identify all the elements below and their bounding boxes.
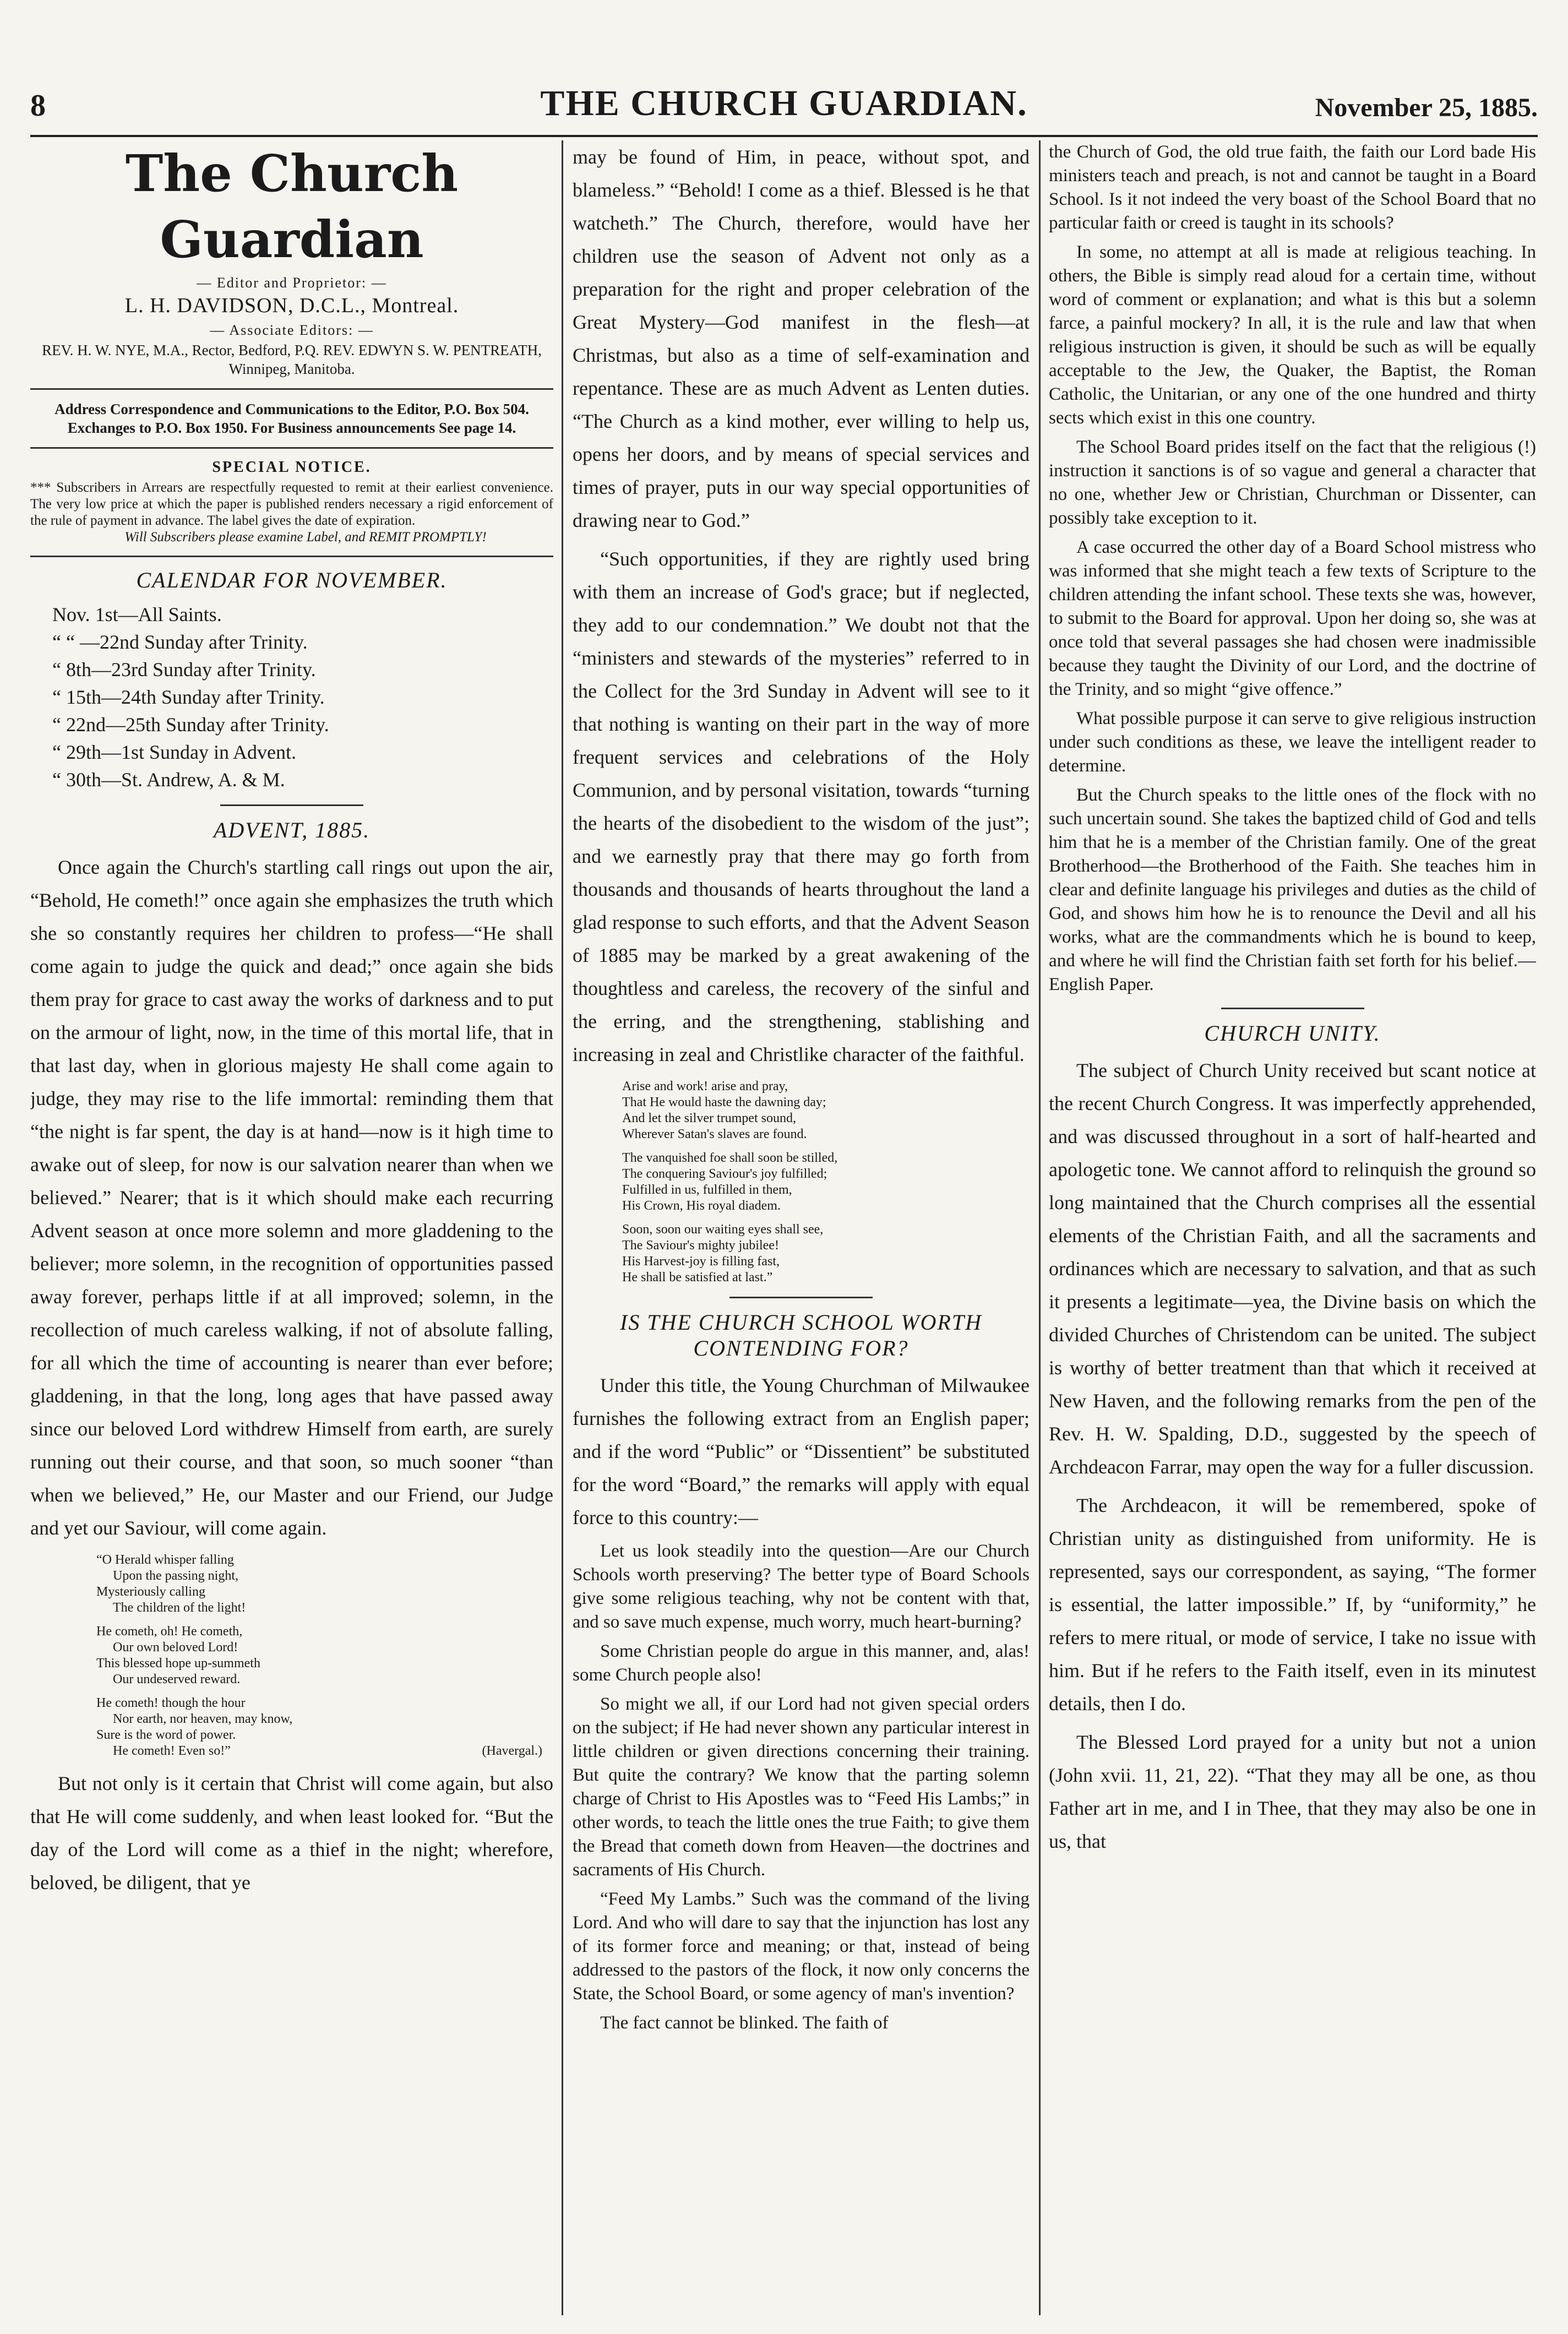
- divider: [729, 1297, 873, 1298]
- advent-paragraph: But not only is it certain that Christ will come again, but also that He will come suddenly, and when least looked for. “But the day of the Lord will come as a thief in the night; wherefore, beloved, be diligent, that ye: [30, 1772, 553, 1894]
- verse-line: Wherever Satan's slaves are found.: [622, 1127, 807, 1141]
- calendar-entry: “ 15th—24th Sunday after Trinity.: [52, 686, 325, 708]
- verse-line: Upon the passing night,: [113, 1569, 238, 1583]
- school-paragraph: Under this title, the Young Churchman of Milwaukee furnishes the following extract from an English paper; and if the word “Public” or “Dissentient” be substituted for the word “Board,” the remarks will apply with equal force to this country:—: [573, 1374, 1030, 1528]
- calendar-heading: CALENDAR FOR NOVEMBER.: [136, 568, 448, 592]
- verse-line: Fulfilled in us, fulfilled in them,: [622, 1183, 792, 1197]
- column-1: [30, 140, 553, 2315]
- school-paragraph: Let us look steadily into the question—Are our Church Schools worth preserving? The better type of Board Schools give some religious teaching, why not be content with that, and so save much expense, much worry, much heart-burning?: [573, 1541, 1030, 1632]
- verse-line: He cometh! Even so!”: [113, 1744, 231, 1758]
- verse-line: Our undeserved reward.: [113, 1672, 241, 1686]
- advent-paragraph: Once again the Church's startling call rings out upon the air, “Behold, He cometh!” once again she emphasizes the truth which she so constantly requires her children to profess—“He shall come again to judge the quick and dead;” once again she bids them pray for grace to cast away the works of darkness and to put on the armour of light, now, in the time of this mortal life, that in that last day, when in glorious majesty He shall come again to judge, they may rise to the life immortal: reminding them that “the night is far spent, the day is at hand—now is it high time to awake out of sleep, for now is our salvation nearer than when we believed.” Nearer; that is it which should make each recurring Advent season at once more solemn and more gladdening to the believer; more solemn, in the recognition of opportunities passed away forever, perhaps little if at all improved; solemn, in the recollection of much careless walking, if not of absolute falling, for all which the time of accounting is nearer than ever before; gladdening, in that the long, long ages that have passed away since our beloved Lord withdrew Himself from earth, are surely running out their course, and that soon, so much sooner “than when we believed,” He, our Master and our Friend, our Judge and yet our Saviour, will come again.: [30, 856, 553, 1539]
- calendar-entry: “ 8th—23rd Sunday after Trinity.: [52, 659, 316, 681]
- masthead-title: The Church Guardian: [125, 144, 459, 269]
- verse-line: The conquering Saviour's joy fulfilled;: [622, 1167, 827, 1181]
- page-number: 8: [30, 89, 46, 123]
- verse-line: Our own beloved Lord!: [113, 1640, 238, 1655]
- paper-title: THE CHURCH GUARDIAN.: [540, 83, 1028, 123]
- school-continued: What possible purpose it can serve to give religious instruction under such conditions as these, we leave the intelligent reader to determine.: [1049, 709, 1536, 776]
- calendar-entry: “ 22nd—25th Sunday after Trinity.: [52, 714, 329, 736]
- calendar-list: [30, 601, 553, 793]
- verse-line: He cometh, oh! He cometh,: [96, 1624, 243, 1639]
- advent-verse: [30, 1552, 553, 1759]
- editor-name: L. H. DAVIDSON, D.C.L., Montreal.: [124, 294, 459, 317]
- verse-line: Soon, soon our waiting eyes shall see,: [622, 1222, 824, 1237]
- verse-line: The children of the light!: [113, 1601, 246, 1615]
- verse-line: Sure is the word of power.: [96, 1728, 236, 1742]
- column-rule: [1039, 140, 1041, 2315]
- school-paragraph: The fact cannot be blinked. The faith of: [600, 2013, 889, 2033]
- advent-continued: “Such opportunities, if they are rightly used bring with them an increase of God's grace; but if neglected, they add to our condemnation.” We doubt not that the “ministers and stewards of the mysteries” referred to in the Collect for the 3rd Sunday in Advent will see to it that nothing is wanting on their part in the way of more frequent services and celebrations of the Holy Communion, and by personal visitation, towards “turning the hearts of the disobedient to the wisdom of the just”; and we earnestly pray that there may go forth from thousands and thousands of hearts throughout the land a glad response to such efforts, and that the Advent Season of 1885 may be marked by a great awakening of the thoughtless and careless, the recovery of the sinful and the erring, and the strengthening, stablishing and increasing in zeal and Christlike character of the faithful.: [573, 548, 1030, 1065]
- unity-heading: CHURCH UNITY.: [1204, 1021, 1381, 1046]
- school-continued: In some, no attempt at all is made at religious teaching. In others, the Bible is simply read aloud for a certain time, without word of comment or explanation; and what is this but a solemn farce, a painful mockery? In all, it is the rule and law that when religious instruction is given, it should be such as will be equally acceptable to the Jew, the Quaker, the Baptist, the Roman Catholic, the Unitarian, or any one of the one hundred and thirty sects which exist in this one country.: [1049, 242, 1536, 428]
- school-paragraph: So might we all, if our Lord had not given special orders on the subject; if He had never shown any particular interest in little children or given directions concerning their training. But quite the contrary? We know that the parting solemn charge of Christ to His Apostles was to “Feed His Lambs;” in other words, to teach the little ones the true Faith; to give them the Bread that cometh down from Heaven—the doctrines and sacraments of His Church.: [573, 1694, 1030, 1880]
- address-notice: Address Correspondence and Communications to the Editor, P.O. Box 504. Exchanges to P.O. Box 1950. For Business announcements See page 14.: [55, 401, 529, 436]
- unity-paragraph: The Archdeacon, it will be remembered, spoke of Christian unity as distinguished from uniformity. He is represented, says our correspondent, as saying, “The former is essential, the latter impossible.” If, by “uniformity,” he refers to mere ritual, or mode of service, I take no issue with him. But if he refers to the Faith itself, even in its minutest details, then I do.: [1049, 1494, 1536, 1715]
- verse-line: Arise and work! arise and pray,: [622, 1079, 788, 1093]
- school-paragraph: “Feed My Lambs.” Such was the command of the living Lord. And who will dare to say that the injunction has lost any of its former force and meaning; or that, instead of being addressed to the pastors of the flock, it now only concerns the State, the School Board, or some agency of man's invention?: [573, 1889, 1030, 2004]
- school-continued: the Church of God, the old true faith, the faith our Lord bade His ministers teach and preach, is not and cannot be taught in a Board School. Is it not indeed the very boast of the School Board that no particular faith or creed is taught in its schools?: [1049, 142, 1536, 233]
- divider: [30, 388, 553, 390]
- editor-label: — Editor and Proprietor: —: [197, 275, 387, 291]
- verse-stanza: [622, 1222, 1030, 1286]
- verse-stanza: [96, 1695, 553, 1759]
- special-notice-heading: SPECIAL NOTICE.: [212, 459, 372, 476]
- verse-attribution: (Havergal.): [482, 1744, 542, 1758]
- calendar-entry: “ “ —22nd Sunday after Trinity.: [52, 631, 308, 653]
- calendar-entry: “ 29th—1st Sunday in Advent.: [52, 741, 296, 763]
- verse-line: Mysteriously calling: [96, 1585, 205, 1599]
- divider: [30, 447, 553, 449]
- verse-line: Nor earth, nor heaven, may know,: [113, 1712, 293, 1726]
- verse-line: The vanquished foe shall soon be stilled,: [622, 1151, 838, 1165]
- school-paragraph: Some Christian people do argue in this manner, and, alas! some Church people also!: [573, 1641, 1030, 1685]
- column-rule: [562, 140, 563, 2315]
- verse-line: His Crown, His royal diadem.: [622, 1199, 781, 1213]
- associate-editors: REV. H. W. NYE, M.A., Rector, Bedford, P.Q. REV. EDWYN S. W. PENTREATH, Winnipeg, Manitoba.: [42, 342, 542, 377]
- divider: [220, 804, 363, 806]
- verse-line: “O Herald whisper falling: [96, 1553, 234, 1567]
- special-notice-footer: Will Subscribers please examine Label, and REMIT PROMPTLY!: [124, 530, 487, 545]
- advent-heading: ADVENT, 1885.: [213, 818, 371, 842]
- unity-paragraph: The subject of Church Unity received but scant notice at the recent Church Congress. It was imperfectly apprehended, and was discussed throughout in a sort of half-hearted and apologetic tone. We cannot afford to relinquish the ground so long maintained that the Church comprises all the essential elements of the Christian Faith, and all the sacraments and ordinances which are necessary to salvation, and that as such it presents a legitimate—yea, the Divine basis on which the divided Churches of Christendom can be united. The subject is worthy of better treatment than that which it received at New Haven, and the following remarks from the pen of the Rev. H. W. Spalding, D.D., suggested by the speech of Archdeacon Farrar, may open the way for a fuller discussion.: [1049, 1059, 1536, 1478]
- advent-verse-2: [573, 1079, 1030, 1286]
- school-continued: But the Church speaks to the little ones of the flock with no such uncertain sound. She takes the baptized child of God and tells him that he is a member of the Christian family. One of the great Brotherhood—the Brotherhood of the Faith. She teaches him in clear and definite language his privileges and duties as the child of God, and shows him how he is to renounce the Devil and all his works, what are the commandments which he is bound to keep, and where he will find the Christian faith set forth for his belief.—English Paper.: [1049, 785, 1536, 994]
- issue-date: November 25, 1885.: [1315, 93, 1538, 122]
- verse-line: He shall be satisfied at last.”: [622, 1270, 773, 1285]
- verse-line: This blessed hope up-summeth: [96, 1656, 260, 1671]
- calendar-entry: Nov. 1st—All Saints.: [52, 603, 222, 625]
- school-continued: A case occurred the other day of a Board School mistress who was informed that she might teach a few texts of Scripture to the children attending the infant school. These texts she was, however, to submit to the Board for approval. Upon her doing so, she was at once told that several passages she had chosen were inadmissible because they taught the Divinity of our Lord, and the doctrine of the Trinity, and so might “give offence.”: [1049, 537, 1536, 699]
- divider: [1221, 1008, 1364, 1009]
- verse-stanza: [622, 1150, 1030, 1214]
- verse-stanza: [96, 1552, 553, 1616]
- column-2: [573, 140, 1030, 2315]
- verse-line: His Harvest-joy is filling fast,: [622, 1254, 780, 1269]
- advent-continued: may be found of Him, in peace, without spot, and blameless.” “Behold! I come as a thief. Blessed is he that watcheth.” The Church, therefore, would have her children use the season of Advent not only as a preparation for the right and proper celebration of the Great Mystery—God manifest in the flesh—at Christmas, but also as a time of self-examination and repentance. These are as much Advent as Lenten duties. “The Church as a kind mother, ever willing to help us, opens her doors, and by means of special services and times of prayer, puts in our way special opportunities of drawing near to God.”: [573, 146, 1030, 531]
- verse-line: He cometh! though the hour: [96, 1696, 246, 1710]
- school-continued: The School Board prides itself on the fact that the religious (!) instruction it sanctions is of so vague and general a character that no one, whether Jew or Christian, Churchman or Dissenter, can possibly take exception to it.: [1049, 437, 1536, 528]
- verse-stanza: [622, 1079, 1030, 1142]
- verse-stanza: [96, 1624, 553, 1688]
- divider: [30, 556, 553, 557]
- verse-line: That He would haste the dawning day;: [622, 1095, 826, 1109]
- verse-line: And let the silver trumpet sound,: [622, 1111, 796, 1125]
- column-3: [1049, 140, 1536, 2315]
- associate-label: — Associate Editors: —: [210, 322, 374, 338]
- school-heading: IS THE CHURCH SCHOOL WORTH CONTENDING FOR?: [620, 1310, 982, 1361]
- calendar-entry: “ 30th—St. Andrew, A. & M.: [52, 769, 285, 791]
- verse-line: The Saviour's mighty jubilee!: [622, 1238, 779, 1253]
- running-head: [30, 83, 1538, 137]
- unity-paragraph: The Blessed Lord prayed for a unity but not a union (John xvii. 11, 21, 22). “That they may all be one, as thou Father art in me, and I in Thee, that they may also be one in us, that: [1049, 1731, 1536, 1852]
- special-notice-body: *** Subscribers in Arrears are respectfully requested to remit at their earliest convenience. The very low price at which the paper is published renders necessary a rigid enforcement of the rule of payment in advance. The label gives the date of expiration.: [30, 480, 553, 528]
